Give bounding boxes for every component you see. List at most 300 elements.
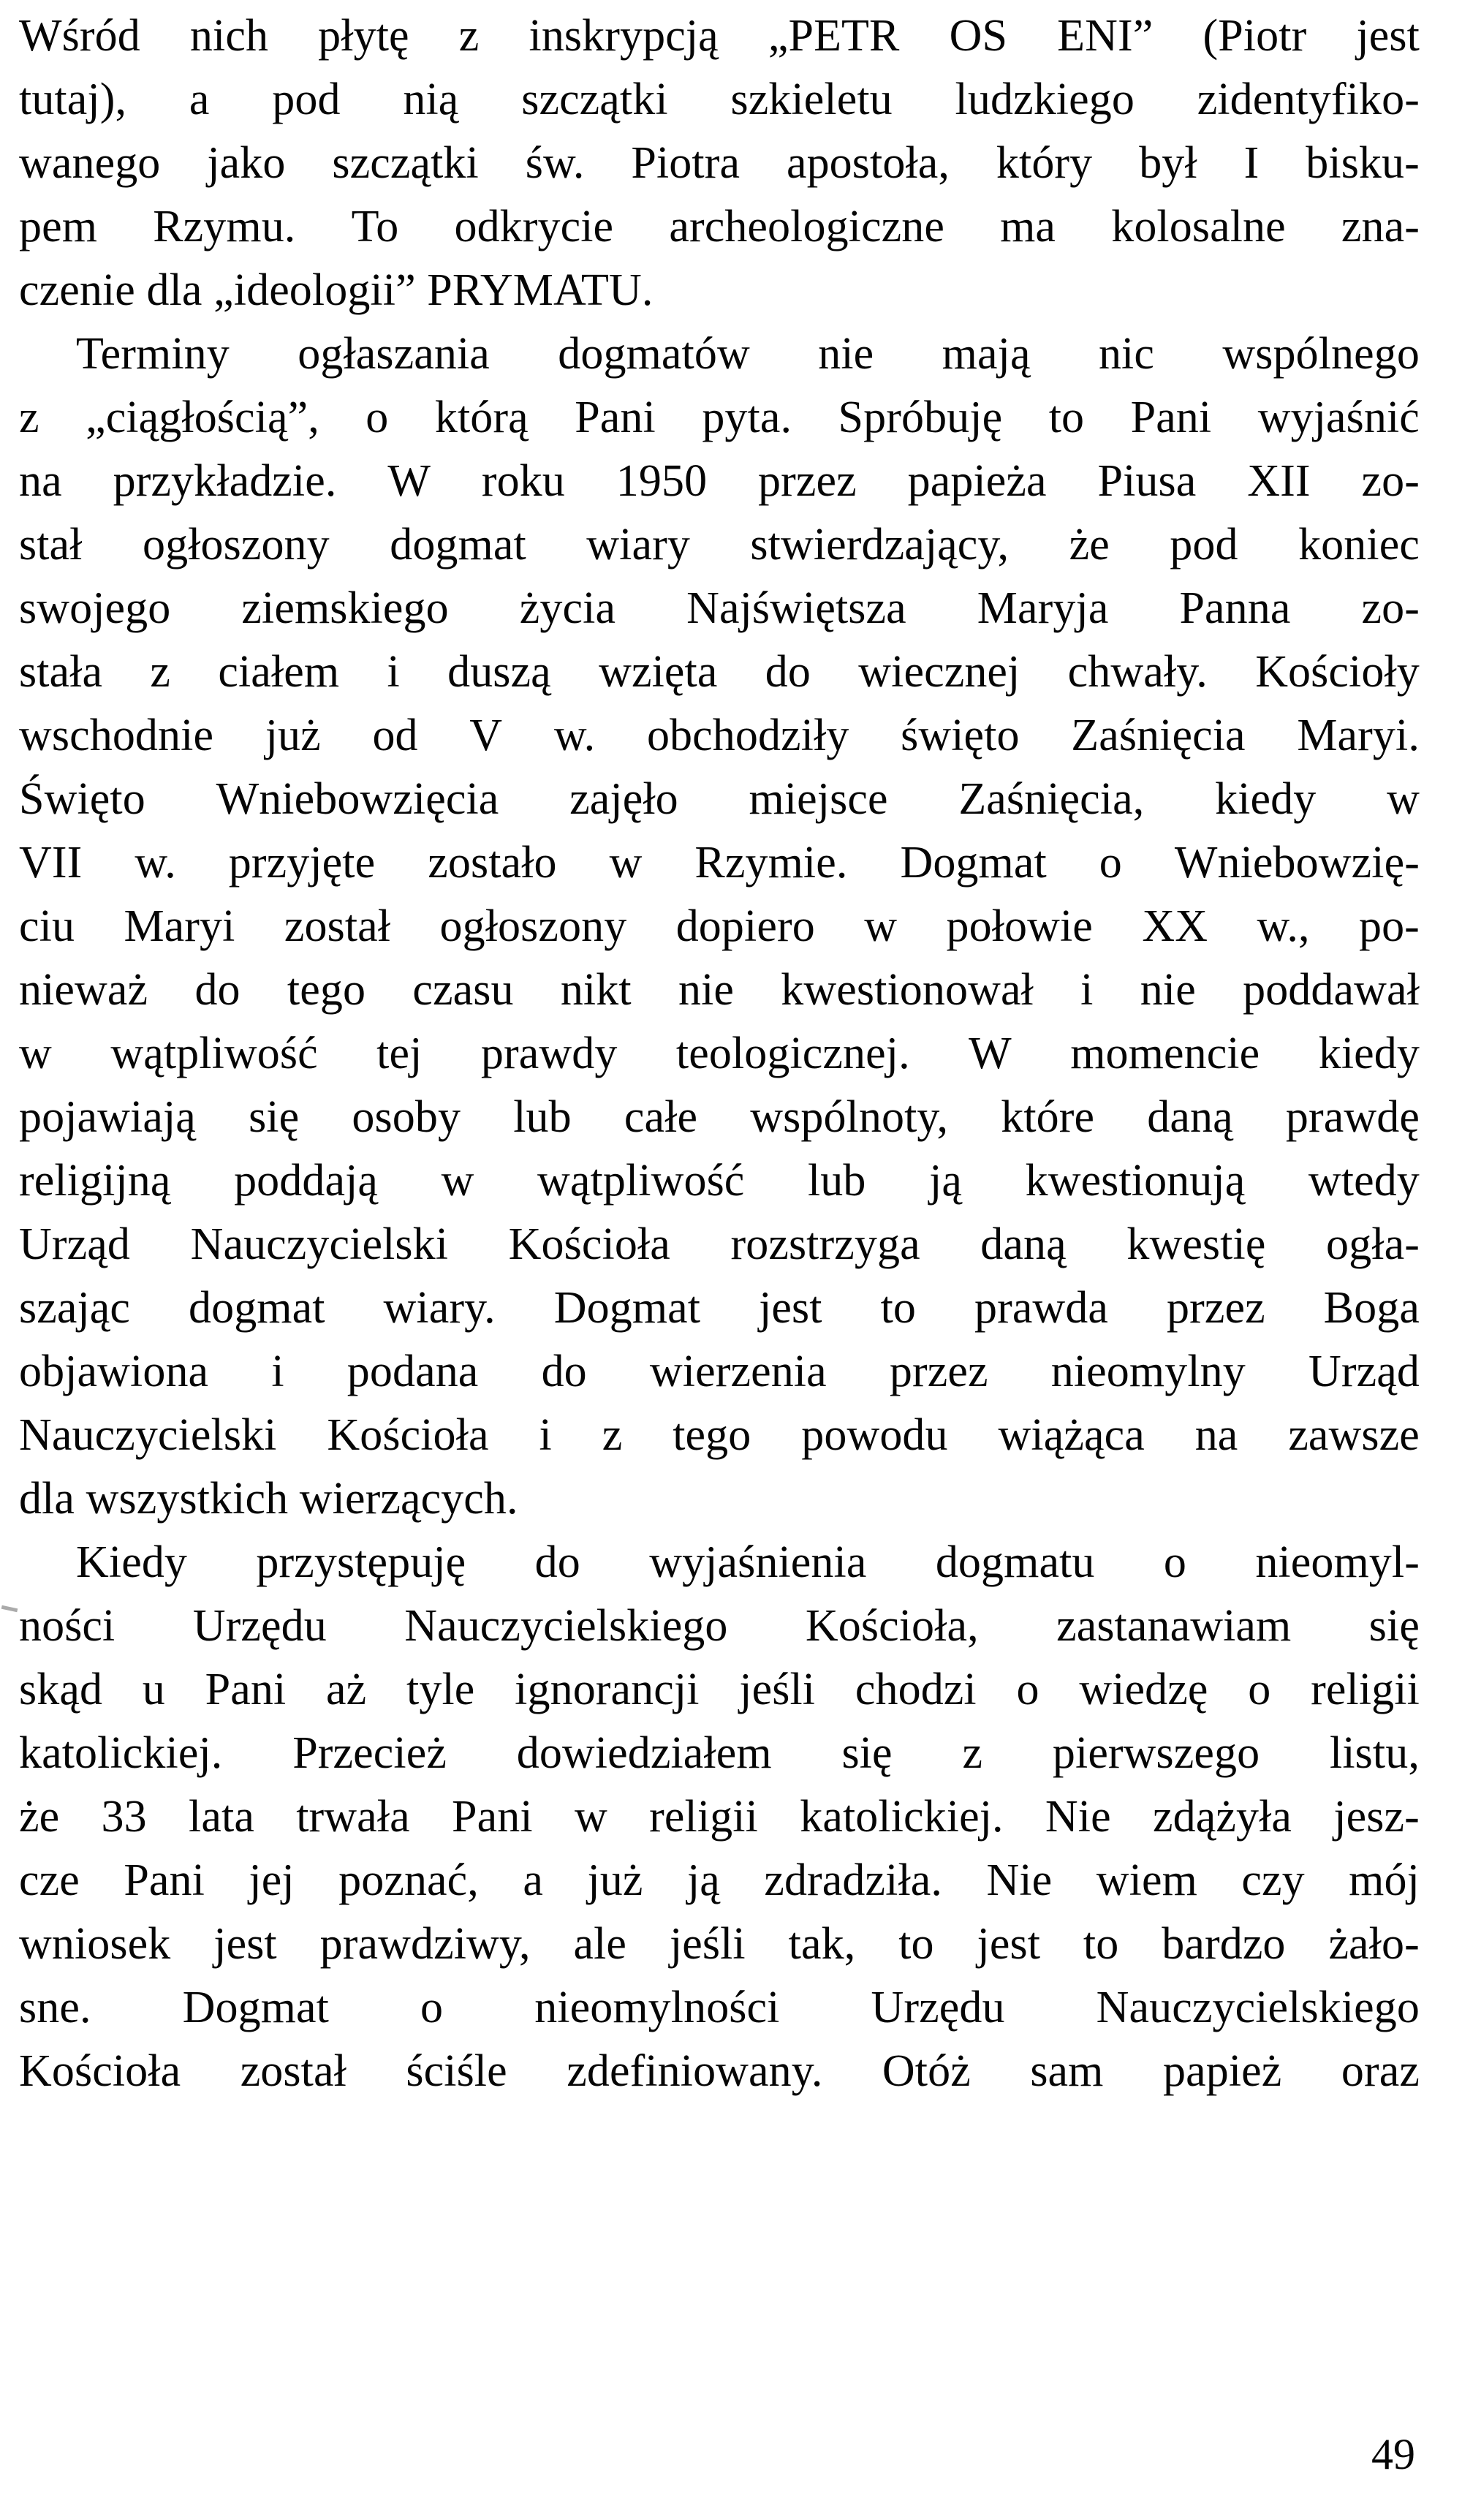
- text-word: ENI”: [1057, 11, 1154, 61]
- text-word: o: [1163, 1537, 1186, 1587]
- text-line: [19, 831, 1420, 895]
- text-word: od: [372, 711, 418, 760]
- text-word: się: [841, 1728, 893, 1778]
- text-word: Piusa: [1097, 456, 1197, 506]
- text-word: jest: [1356, 11, 1420, 61]
- text-word: o: [420, 1983, 444, 2032]
- text-word: jesz-: [1333, 1792, 1420, 1842]
- text-word: przystępuję: [256, 1537, 466, 1587]
- text-line: [19, 577, 1420, 640]
- text-word: ciałem: [218, 647, 340, 697]
- text-line: [19, 768, 1420, 831]
- text-word: szkieletu: [730, 75, 893, 124]
- text-word: dopiero: [675, 901, 815, 951]
- text-word: w.,: [1257, 901, 1310, 951]
- text-line: [19, 1722, 1420, 1785]
- text-word: katolickiej.: [19, 1728, 223, 1778]
- text-line: [19, 640, 1420, 704]
- text-line: [19, 1785, 1420, 1849]
- text-word: ale: [573, 1919, 627, 1969]
- text-word: nieważ: [19, 965, 148, 1015]
- text-word: zdążyła: [1153, 1792, 1292, 1842]
- text-word: zo-: [1361, 456, 1420, 506]
- text-word: teologicznej.: [675, 1029, 910, 1078]
- text-word: Nauczycielski: [19, 1410, 277, 1460]
- text-word: to: [898, 1919, 934, 1969]
- text-line: [19, 1340, 1420, 1404]
- text-word: wanego: [19, 138, 161, 188]
- text-word: duszą: [447, 647, 551, 697]
- text-word: ściśle: [406, 2046, 507, 2096]
- text-word: ogłoszony: [439, 901, 627, 951]
- text-word: To: [351, 202, 399, 251]
- text-word: a: [189, 75, 210, 124]
- text-word: zdefiniowany.: [567, 2046, 823, 2096]
- text-word: odkrycie: [454, 202, 614, 251]
- text-word: z: [19, 393, 39, 442]
- text-word: już: [587, 1855, 643, 1905]
- text-word: to: [1048, 393, 1085, 442]
- text-word: zostało: [428, 838, 557, 888]
- text-line: [19, 513, 1420, 577]
- text-word: zastanawiam: [1056, 1601, 1292, 1651]
- text-word: jej: [249, 1855, 295, 1905]
- text-word: w: [441, 1156, 474, 1206]
- text-word: Maryi.: [1297, 711, 1420, 760]
- text-word: apostoła,: [786, 138, 950, 188]
- text-word: z: [458, 11, 480, 61]
- text-word: że: [19, 1792, 60, 1842]
- text-word: Kościoła,: [805, 1601, 979, 1651]
- text-line: dla wszystkich wierzących.: [19, 1474, 518, 1524]
- text-word: objawiona: [19, 1347, 209, 1396]
- text-line: [19, 1912, 1420, 1976]
- text-word: nieomyl-: [1255, 1537, 1420, 1587]
- text-word: przyjęte: [228, 838, 376, 888]
- text-word: w.: [135, 838, 176, 888]
- text-line: [19, 1022, 1420, 1086]
- text-word: kwestię: [1126, 1219, 1266, 1269]
- text-line: [19, 386, 1420, 450]
- text-word: Urząd: [1308, 1347, 1420, 1396]
- text-word: przez: [889, 1347, 988, 1396]
- text-word: ogłaszania: [298, 329, 490, 379]
- text-word: u: [142, 1665, 165, 1714]
- text-word: Pani: [1130, 393, 1212, 442]
- text-line: [19, 1531, 1420, 1594]
- text-word: o: [1248, 1665, 1271, 1714]
- text-word: przykładzie.: [113, 456, 337, 506]
- text-word: wiary: [586, 520, 690, 570]
- text-word: swojego: [19, 583, 171, 633]
- text-word: wyjaśnić: [1257, 393, 1420, 442]
- text-word: kwestionują: [1025, 1156, 1246, 1206]
- text-word: zdradziła.: [764, 1855, 943, 1905]
- text-word: ją: [929, 1156, 963, 1206]
- text-word: (Piotr: [1202, 11, 1307, 61]
- text-word: Urząd: [19, 1219, 130, 1269]
- text-word: wierzenia: [649, 1347, 827, 1396]
- text-word: prawdziwy,: [319, 1919, 531, 1969]
- text-word: trwała: [296, 1792, 410, 1842]
- text-word: miejsce: [749, 774, 888, 824]
- text-word: chwały.: [1067, 647, 1208, 697]
- text-word: osoby: [352, 1092, 461, 1142]
- text-word: pojawiają: [19, 1092, 196, 1142]
- text-line: czenie dla „ideologii” PRYMATU.: [19, 265, 654, 315]
- text-word: o: [1099, 838, 1122, 888]
- text-line: [19, 1213, 1420, 1276]
- text-word: jest: [759, 1283, 822, 1333]
- text-word: którą: [434, 393, 529, 442]
- text-word: przez: [1167, 1283, 1265, 1333]
- text-word: stał: [19, 520, 83, 570]
- text-word: wątpliwość: [537, 1156, 745, 1206]
- text-word: „ciągłością”,: [86, 393, 319, 442]
- text-word: św.: [525, 138, 585, 188]
- text-word: lub: [513, 1092, 572, 1142]
- text-word: nic: [1098, 329, 1154, 379]
- text-word: wiążąca: [998, 1410, 1145, 1460]
- text-word: Pani: [575, 393, 656, 442]
- page-number: 49: [1371, 2430, 1415, 2478]
- text-word: życia: [519, 583, 616, 633]
- text-word: obchodziły: [646, 711, 849, 760]
- text-line: [19, 322, 1420, 386]
- text-word: zo-: [1361, 583, 1420, 633]
- text-word: został: [284, 901, 391, 951]
- text-word: nie: [818, 329, 874, 379]
- text-word: Terminy: [76, 329, 230, 379]
- text-word: Zaśnięcia,: [958, 774, 1145, 824]
- text-word: Kościoła: [327, 1410, 489, 1460]
- text-word: dogmatu: [935, 1537, 1095, 1587]
- text-line: [19, 958, 1420, 1022]
- text-word: Kościoła: [19, 2046, 181, 2096]
- text-word: wspólnego: [1222, 329, 1420, 379]
- text-word: z: [150, 647, 171, 697]
- text-word: że: [1069, 520, 1110, 570]
- text-word: wątpliwość: [110, 1029, 318, 1078]
- text-word: Urzędu: [192, 1601, 327, 1651]
- text-word: po-: [1358, 901, 1420, 951]
- text-word: XII: [1247, 456, 1311, 506]
- text-word: jako: [207, 138, 286, 188]
- text-word: ności: [19, 1601, 115, 1651]
- text-word: sam: [1030, 2046, 1104, 2096]
- text-word: kiedy: [1215, 774, 1317, 824]
- text-word: daną: [1147, 1092, 1233, 1142]
- text-word: tego: [673, 1410, 751, 1460]
- text-word: Maryja: [977, 583, 1109, 633]
- text-word: religii: [1311, 1665, 1420, 1714]
- text-word: w: [19, 1029, 52, 1078]
- body-text-block: [19, 4, 1420, 2103]
- text-word: religijną: [19, 1156, 171, 1206]
- text-word: w: [609, 838, 643, 888]
- text-word: wspólnoty,: [750, 1092, 949, 1142]
- text-word: listu,: [1330, 1728, 1420, 1778]
- text-line: [19, 132, 1420, 195]
- text-line: [19, 1849, 1420, 1912]
- text-word: wiedzę: [1079, 1665, 1208, 1714]
- text-word: Dogmat: [553, 1283, 701, 1333]
- text-word: Kiedy: [76, 1537, 188, 1587]
- text-word: nikt: [560, 965, 632, 1015]
- text-word: Wniebowzię-: [1174, 838, 1420, 888]
- scan-speckle-artifact: [1, 1605, 18, 1612]
- text-word: Pani: [124, 1855, 205, 1905]
- text-word: skąd: [19, 1665, 103, 1714]
- text-word: tyle: [406, 1665, 475, 1714]
- text-word: wtedy: [1308, 1156, 1420, 1206]
- text-word: Boga: [1323, 1283, 1420, 1333]
- text-word: jest: [213, 1919, 277, 1969]
- text-word: to: [880, 1283, 916, 1333]
- text-word: już: [265, 711, 321, 760]
- text-word: i: [387, 647, 400, 697]
- text-word: całe: [624, 1092, 698, 1142]
- text-word: Kościoły: [1255, 647, 1420, 697]
- text-word: Nie: [986, 1855, 1053, 1905]
- text-word: w.: [553, 711, 596, 760]
- text-word: nie: [1140, 965, 1196, 1015]
- text-word: stwierdzający,: [750, 520, 1010, 570]
- text-word: do: [194, 965, 240, 1015]
- text-word: dowiedziałem: [516, 1728, 772, 1778]
- text-word: Nauczycielskiego: [404, 1601, 728, 1651]
- text-word: archeologiczne: [669, 202, 944, 251]
- text-word: Nauczycielskiego: [1096, 1983, 1420, 2032]
- text-word: tutaj),: [19, 75, 127, 124]
- text-word: i: [1080, 965, 1094, 1015]
- text-word: zawsze: [1288, 1410, 1420, 1460]
- text-word: mój: [1349, 1855, 1420, 1905]
- text-word: nieomylny: [1050, 1347, 1246, 1396]
- text-word: z: [602, 1410, 623, 1460]
- text-word: poddają: [234, 1156, 379, 1206]
- text-word: dogmat: [189, 1283, 325, 1333]
- text-word: lub: [807, 1156, 866, 1206]
- text-word: Kościoła: [508, 1219, 670, 1269]
- text-word: do: [534, 1537, 580, 1587]
- text-word: został: [240, 2046, 346, 2096]
- text-word: które: [1001, 1092, 1095, 1142]
- text-word: stała: [19, 647, 103, 697]
- text-word: tego: [287, 965, 366, 1015]
- text-line: [19, 195, 1420, 259]
- text-word: pem: [19, 202, 98, 251]
- text-word: nieomylności: [534, 1983, 780, 2032]
- text-word: bisku-: [1306, 138, 1420, 188]
- text-line: [19, 895, 1420, 958]
- text-word: XX: [1142, 901, 1208, 951]
- text-line: [19, 1086, 1420, 1149]
- text-word: czy: [1241, 1855, 1305, 1905]
- text-word: chodzi: [855, 1665, 977, 1714]
- text-word: tak,: [788, 1919, 856, 1969]
- text-word: religii: [649, 1792, 758, 1842]
- text-word: rozstrzyga: [730, 1219, 920, 1269]
- text-word: ogła-: [1326, 1219, 1420, 1269]
- text-line: [19, 1149, 1420, 1213]
- text-word: Rzymie.: [694, 838, 848, 888]
- text-word: na: [1194, 1410, 1238, 1460]
- text-word: Wniebowzięcia: [216, 774, 499, 824]
- text-word: katolickiej.: [800, 1792, 1004, 1842]
- text-line: [19, 1404, 1420, 1467]
- text-word: bardzo: [1162, 1919, 1286, 1969]
- text-word: prawdy: [480, 1029, 618, 1078]
- text-word: „PETR: [768, 11, 900, 61]
- text-word: Nie: [1045, 1792, 1111, 1842]
- text-word: Urzędu: [871, 1983, 1005, 2032]
- text-word: Najświętsza: [686, 583, 906, 633]
- text-word: Nauczycielski: [190, 1219, 449, 1269]
- text-word: daną: [980, 1219, 1067, 1269]
- text-word: wniosek: [19, 1919, 171, 1969]
- text-word: oraz: [1341, 2046, 1420, 2096]
- text-line: [19, 68, 1420, 132]
- text-word: Pani: [205, 1665, 287, 1714]
- text-word: jeśli: [669, 1919, 746, 1969]
- text-word: Panna: [1179, 583, 1291, 633]
- text-word: ciu: [19, 901, 75, 951]
- text-word: Wśród: [19, 11, 140, 61]
- text-word: w: [574, 1792, 607, 1842]
- text-word: OS: [949, 11, 1008, 61]
- text-word: ludzkiego: [955, 75, 1135, 124]
- text-word: pierwszego: [1052, 1728, 1260, 1778]
- text-word: płytę: [318, 11, 409, 61]
- text-word: żało-: [1328, 1919, 1420, 1969]
- text-word: poznać,: [338, 1855, 479, 1905]
- text-word: prawdę: [1285, 1092, 1420, 1142]
- text-word: lata: [189, 1792, 254, 1842]
- text-word: do: [765, 647, 811, 697]
- text-word: nie: [678, 965, 735, 1015]
- text-word: Zaśnięcia: [1071, 711, 1246, 760]
- text-word: ignorancji: [515, 1665, 700, 1714]
- text-word: W: [969, 1029, 1012, 1078]
- text-word: podana: [346, 1347, 479, 1396]
- text-word: to: [1083, 1919, 1119, 1969]
- text-word: kiedy: [1318, 1029, 1420, 1078]
- text-word: dogmatów: [558, 329, 750, 379]
- text-word: W: [387, 456, 431, 506]
- text-word: się: [1368, 1601, 1420, 1651]
- text-word: nich: [189, 11, 269, 61]
- text-word: który: [996, 138, 1093, 188]
- text-word: Piotra: [631, 138, 741, 188]
- text-word: wiem: [1096, 1855, 1197, 1905]
- text-word: kolosalne: [1111, 202, 1286, 251]
- text-word: wiary.: [383, 1283, 496, 1333]
- text-word: i: [271, 1347, 284, 1396]
- text-word: roku: [481, 456, 565, 506]
- text-word: sne.: [19, 1983, 91, 2032]
- text-word: pod: [1170, 520, 1238, 570]
- text-word: w: [864, 901, 898, 951]
- text-word: o: [366, 393, 389, 442]
- text-word: poddawał: [1243, 965, 1420, 1015]
- text-word: z: [962, 1728, 983, 1778]
- text-word: ziemskiego: [241, 583, 449, 633]
- text-line: [19, 1976, 1420, 2040]
- text-word: jeśli: [739, 1665, 816, 1714]
- text-word: przez: [758, 456, 857, 506]
- text-word: Święto: [19, 774, 145, 824]
- text-word: 33: [101, 1792, 147, 1842]
- text-word: aż: [326, 1665, 367, 1714]
- text-word: momencie: [1070, 1029, 1260, 1078]
- text-word: jest: [977, 1919, 1041, 1969]
- text-word: zajęło: [569, 774, 678, 824]
- text-word: powodu: [801, 1410, 948, 1460]
- text-line: [19, 2040, 1420, 2103]
- text-line: [19, 4, 1420, 68]
- text-word: zna-: [1341, 202, 1420, 251]
- text-word: wschodnie: [19, 711, 214, 760]
- text-word: do: [541, 1347, 587, 1396]
- text-word: tej: [376, 1029, 423, 1078]
- text-word: 1950: [616, 456, 708, 506]
- text-word: święto: [901, 711, 1020, 760]
- text-word: nią: [403, 75, 459, 124]
- text-word: dogmat: [390, 520, 526, 570]
- text-word: połowie: [946, 901, 1093, 951]
- text-word: koniec: [1298, 520, 1420, 570]
- text-word: się: [249, 1092, 300, 1142]
- text-word: ogłoszony: [142, 520, 330, 570]
- text-word: a: [523, 1855, 543, 1905]
- text-word: Maryi: [124, 901, 235, 951]
- text-word: papież: [1163, 2046, 1282, 2096]
- text-word: czasu: [412, 965, 514, 1015]
- text-word: ją: [686, 1855, 720, 1905]
- text-word: Dogmat: [900, 838, 1047, 888]
- text-word: szczątki: [521, 75, 668, 124]
- text-word: szając: [19, 1283, 131, 1333]
- text-line: [19, 1658, 1420, 1722]
- text-word: Przecież: [292, 1728, 447, 1778]
- text-word: wyjaśnienia: [649, 1537, 867, 1587]
- text-word: Pani: [452, 1792, 533, 1842]
- text-word: inskrypcją: [529, 11, 719, 61]
- text-word: Spróbuję: [838, 393, 1003, 442]
- text-word: zidentyfiko-: [1197, 75, 1420, 124]
- text-word: cze: [19, 1855, 80, 1905]
- text-word: prawda: [974, 1283, 1109, 1333]
- text-word: był: [1139, 138, 1197, 188]
- text-line: [19, 450, 1420, 513]
- text-word: kwestionował: [781, 965, 1034, 1015]
- text-word: Otóż: [882, 2046, 971, 2096]
- text-word: o: [1016, 1665, 1039, 1714]
- text-word: ma: [1000, 202, 1056, 251]
- text-word: wiecznej: [858, 647, 1020, 697]
- text-word: szczątki: [332, 138, 479, 188]
- text-line: [19, 704, 1420, 768]
- text-word: pyta.: [702, 393, 792, 442]
- text-line: [19, 1594, 1420, 1658]
- text-word: na: [19, 456, 62, 506]
- text-word: Dogmat: [182, 1983, 329, 2032]
- text-word: Rzymu.: [153, 202, 296, 251]
- text-word: papieża: [907, 456, 1047, 506]
- text-word: w: [1387, 774, 1420, 824]
- text-word: wzięta: [599, 647, 718, 697]
